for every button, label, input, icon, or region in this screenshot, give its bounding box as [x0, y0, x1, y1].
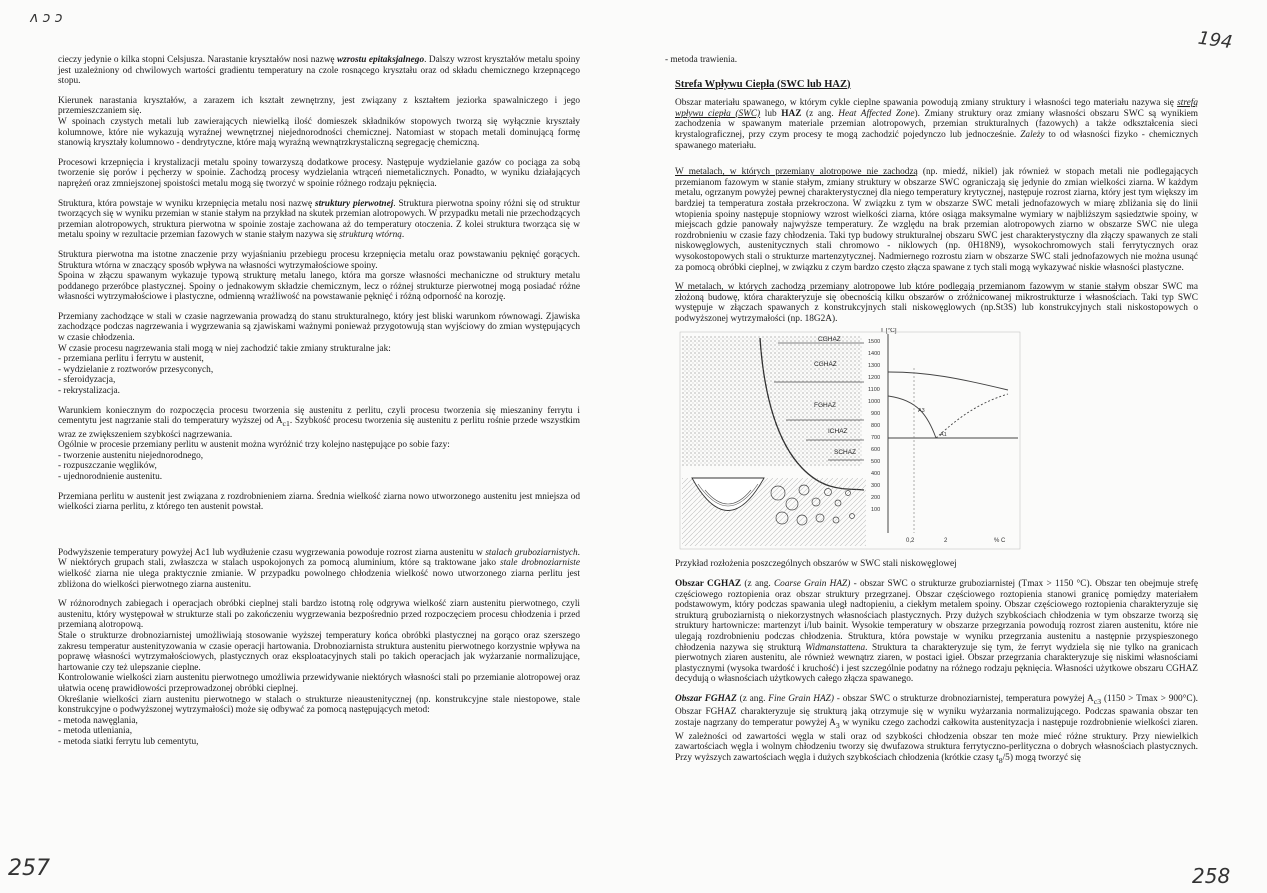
temperature-tick: 400 — [871, 471, 881, 478]
zone-label-fghaz: FGHAZ — [814, 402, 837, 410]
paragraph: Struktura pierwotna ma istotne znaczenie przy wyjaśnianiu przebiegu procesu krzepnięcia metalu oraz powstawaniu pęknięć gorących. Struktura wtórna w znaczący sposób wpływa na własności wytrzymałościowe spoiny. — [58, 249, 580, 271]
a3-line — [888, 396, 936, 438]
solidus-line — [888, 372, 1008, 390]
acm-line — [936, 394, 1008, 438]
list-item: - wydzielanie z roztworów przesyconych, — [58, 364, 214, 375]
phase-label-a1: A1 — [940, 432, 947, 439]
temperature-tick: 500 — [871, 459, 881, 466]
haz-texture — [682, 336, 862, 466]
temperature-tick: 200 — [871, 495, 881, 502]
zone-label-schaz: SCHAZ — [834, 449, 857, 457]
paragraph: Warunkiem koniecznym do rozpoczęcia procesu tworzenia się austenitu z perlitu, czyli procesu tworzenia się mieszaniny ferrytu i cementytu jest nagrzanie stali do temperatury wyższej od $A_{c1}$. Szybkość procesu tworzenia się austenitu z perlitu rośnie przede wszystkim wraz ze zwiększeniem szybkości nagrzewania. — [58, 405, 580, 440]
haz-diagram-svg — [678, 328, 1023, 553]
list — [58, 716, 580, 748]
paragraph: Procesowi krzepnięcia i krystalizacji metalu spoiny towarzyszą dodatkowe procesy. Następuje wydzielanie gazów co pociąga za sobą tworzenie się porów i pęcherzy w spoinie. Zachodzą procesy wydzielania wtrąceń niemetalicznych. Ponadto, w wyniku działających naprężeń oraz zmniejszonej spoistości metalu mogą się tworzyć w spoinie różnego rodzaju pęknięcia. — [58, 157, 580, 189]
temperature-tick: 1300 — [868, 363, 881, 370]
zone-label-cghaz: CGHAZ — [814, 361, 837, 369]
temperature-ticks — [868, 339, 880, 513]
paragraph: W metalach, w których przemiany alotropowe nie zachodzą (np. miedź, nikiel) jak również w stopach metali nie podlegających przemianom fazowym w stanie stałym, zmiany struktury w obszarze SWC ograniczają się jedynie do zmian wielkości ziarna. W każdym metalu, ogrzanym powyżej pewnej charakterystycznej dla niego temperatury krytycznej, następuje rozrost ziarna, który jest tym większy im bardziej ta temperatura została przekroczona. W związku z tym w obszarze SWC metali jednofazowych w miarę zbliżania się do linii wtopienia spoiny następuje stopniowy wzrost wielkości ziarna, które osiąga maksymalne wymiary w najbliższym sąsiedztwie spoiny, w miejscach gdzie panowały najwyższe temperatury. Ze względu na brak przemian alotropowych ziarno w obszarze SWC nie ulega rozdrobnieniu w czasie fazy chłodzenia. Taki typ budowy strukturalnej obszaru SWC jest charakterystyczny dla złączy spawanych ze stali niskowęglowych, austenitycznych stali chromowo - niklowych (np. 0H18N9), wysokochromowych stali ferrytycznych oraz wysokostopowych stali o strukturze martenzytycznej. Nadmiernego rozrostu ziarn w obszarze SWC stali jednofazowych nie można usunąć za pomocą obróbki cieplnej, w związku z czym bardzo często złącza spawane z tych stali mogą wykazywać niskie własności plastyczne. — [675, 167, 1198, 273]
list-item: - metoda utleniania, — [58, 726, 133, 737]
temperature-tick: 600 — [871, 447, 881, 454]
list-item: - metoda siatki ferrytu lub cementytu, — [58, 736, 199, 747]
left-page — [58, 55, 580, 757]
page-mark-top-right: 194 — [1196, 27, 1234, 54]
paragraph: cieczy jedynie o kilka stopni Celsjusza. Narastanie kryształów nosi nazwę wzrostu epitaksjalnego. Dalszy wzrost kryształów metalu spoiny jest uzależniony od chwilowych wartości gradientu temperatury na czole rosnącego kryształu oraz od składu chemicznego krzepnącego stopu. — [58, 55, 581, 87]
list-item: - przemiana perlitu i ferrytu w austenit, — [58, 354, 204, 365]
axis-label: T [°C] — [880, 328, 897, 335]
temperature-tick: 1200 — [868, 375, 881, 382]
temperature-tick: 700 — [871, 435, 881, 442]
paragraph: Kierunek narastania kryształów, a zarazem ich kształt zewnętrzny, jest związany z kształtem jeziorka spawalniczego i jego przemieszczaniem się. — [58, 95, 580, 117]
paragraph: W spoinach czystych metali lub zawierających niewielką ilość domieszek składników stopowych tworzą się wyłącznie kryształy kolumnowe, które nie wykazują wyraźnej wewnętrznej niejednorodności chemicznej. Natomiast w stopach metali dominującą formę stanowią kryształy kolumnowo - dendrytyczne, które mają wyraźną wewnątrzkrystaliczną segregację chemiczną. — [58, 116, 580, 149]
phase-label-a3: A3 — [918, 408, 925, 415]
paragraph: Przemiany zachodzące w stali w czasie nagrzewania prowadzą do stanu strukturalnego, który jest bliski warunkom równowagi. Zjawiska zachodzące podczas nagrzewania i wygrzewania są zjawiskami ważnymi ponieważ przygotowują stan wyjściowy do zmian występujących w czasie chłodzenia. — [58, 311, 580, 344]
temperature-tick: 100 — [871, 507, 881, 514]
haz-diagram — [678, 328, 1023, 553]
paragraph: Obszar CGHAZ (z ang. Coarse Grain HAZ) - obszar SWC o strukturze gruboziarnistej (Tmax > 1150 °C). Obszar ten obejmuje strefę częściowego roztopienia oraz obszar struktury przegrzanej. Obszar częściowego roztopienia stanowi granicę pomiędzy materiałem podstawowym, który podczas spawania uległ nadtopieniu, a ciekłym metalem spoiny. Obszar częściowego roztopienia charakteryzuje się strukturą gruboziarnistą o niekorzystnych własnościach plastycznych. Przy dużych szybkościach chłodzenia w tym obszarze tworzą się struktury hartownicze: martenzyt i/lub bainit. Wysokie temperatury w obszarze przegrzania powodują rozrost ziaren austenitu, które nie ulegają rozdrobnieniu podczas chłodzenia. Struktura, która powstaje w wyniku przegrzania austenitu a następnie przyspieszonego chłodzenia nazywa się strukturą Widmanstattena. Struktura ta charakteryzuje się tym, że ferryt wydziela się nie tylko na granicach pierwotnych ziaren austenitu, ale również wewnątrz ziaren, w postaci igieł. Obszar przegrzania charakteryzuje się niskimi własnościami plastycznymi (wysoka twardość i kruchość) i jest szczególnie podatny na różnego rodzaju pęknięcia. Własności użytkowe obszaru CGHAZ decydują o własnościach użytkowych całego złącza spawanego. — [675, 579, 1198, 685]
page-mark-top-left: ʌ ↄ ↄ — [30, 10, 63, 26]
temperature-tick: 1500 — [868, 339, 881, 346]
paragraph: W różnorodnych zabiegach i operacjach obróbki cieplnej stali bardzo istotną rolę odgrywa wielkość ziarn austenitu pierwotnego, czyli austenitu, który występował w strukturze stali po zakończeniu wygrzewania bezpośrednio przed rozpoczęciem procesu chłodzenia i przed przemianą alotropową. — [58, 599, 580, 631]
figure-caption: Przykład rozłożenia poszczególnych obszarów w SWC stali niskowęglowej — [675, 559, 957, 570]
list-item: - metoda trawienia. — [665, 55, 738, 65]
x-tick: 0,2 — [906, 538, 915, 545]
paragraph: Kontrolowanie wielkości ziarn austenitu pierwotnego umożliwia przewidywanie niektórych własności stali po przemianie alotropowej oraz ułatwia ocenę prawidłowości przeprowadzonej obróbki cieplnej. — [58, 673, 580, 694]
temperature-tick: 1100 — [868, 387, 880, 394]
zone-label-ichaz: ICHAZ — [828, 428, 848, 436]
temperature-tick: 800 — [871, 423, 881, 430]
paragraph: Spoina w złączu spawanym wykazuje typową strukturę metalu lanego, która ma gorsze własności mechaniczne od struktury metalu poddanego przeróbce plastycznej. Spoiny o jednakowym składzie chemicznym, lecz o różnej strukturze pierwotnej mogą posiadać różne własności wytrzymałościowe i plastyczne, odmienną wrażliwość na powstawanie pęknięć i różną odporność na korozję. — [58, 271, 580, 303]
list-item: - rozpuszczanie węglików, — [58, 461, 157, 472]
list-item: - rekrystalizacja. — [58, 386, 120, 397]
list-item: - sferoidyzacja, — [58, 375, 116, 386]
right-page — [665, 55, 1198, 775]
page-number-left: 257 — [8, 856, 50, 881]
list-item: - tworzenie austenitu niejednorodnego, — [58, 450, 204, 461]
temperature-tick: 1000 — [868, 399, 881, 406]
paragraph: Obszar materiału spawanego, w którym cykle cieplne spawania powodują zmiany struktury i własności tego materiału nazywa się strefą wpływu ciepła (SWC) lub HAZ (z ang. Heat Affected Zone). Zmiany struktury oraz zmiany własności obszaru SWC są wynikiem zachodzenia w spawanym materiale przemian alotropowych, przemian strukturalnych (fazowych) a także odkształcenia sieci krystalograficznej, przy czym procesy te mogą zachodzić pojedynczo lub jednocześnie. Zależy to od własności fizyko - chemicznych spawanego materiału. — [675, 98, 1198, 151]
paragraph: Struktura, która powstaje w wyniku krzepnięcia metalu nosi nazwę struktury pierwotnej. Struktura pierwotna spoiny różni się od struktur tworzących się w wyniku przemian w stanie stałym na przykład na skutek przemian alotropowych. W przypadku metali nie przechodzących przemian alotropowych, struktura pierwotna w spoinie zostaje zachowana aż do temperatury otoczenia. Z kolei struktura tworząca się w metalu spoiny w rezultacie przemian fazowych w stanie stałym nazywa się strukturą wtórną. — [58, 198, 580, 241]
section-heading: Strefa Wpływu Ciepła (SWC lub HAZ) — [675, 78, 851, 90]
list — [58, 451, 580, 483]
temperature-tick: 1400 — [868, 351, 881, 358]
page-number-right: 258 — [1192, 864, 1231, 888]
list-item: - metoda nawęglania, — [58, 715, 138, 726]
paragraph: Ogólnie w procesie przemiany perlitu w austenit można wyróżnić trzy kolejno następujące po sobie fazy: — [58, 440, 450, 451]
x-tick: % C — [994, 538, 1006, 545]
temperature-tick: 300 — [871, 483, 881, 490]
paragraph: Określanie wielkości ziarn austenitu pierwotnego w stalach o strukturze nieaustenitycznej (np. konstrukcyjne stale niestopowe, stale konstrukcyjne o podwyższonej wytrzymałości) może się odbywać za pomocą następujących metod: — [58, 694, 580, 716]
paragraph: Przemiana perlitu w austenit jest związana z rozdrobnieniem ziarna. Średnia wielkość ziarna nowo utworzonego austenitu jest mniejsza od wielkości ziarna perlitu, z którego ten austenit powstał. — [58, 491, 580, 513]
paragraph: Podwyższenie temperatury powyżej Ac1 lub wydłużenie czasu wygrzewania powoduje rozrost ziarna austenitu w stalach gruboziarnistych. W niektórych grupach stali, zwłaszcza w stalach uspokojonych za pomocą aluminium, które są traktowane jako stale drobnoziarniste wielkość ziarna nie ulega praktycznie zmianie. W przypadku powolnego chłodzenia wielkość nowo utworzonego ziarna perlitu jest zbliżona do wielkości pierwotnego ziarna austenitu. — [58, 547, 580, 590]
list-item: - ujednorodnienie austenitu. — [58, 472, 163, 483]
list — [58, 354, 580, 396]
paragraph: Obszar FGHAZ (z ang. Fine Grain HAZ) - obszar SWC o strukturze drobnoziarnistej, temperatura powyżej $A_{c3}$ (1150 > Tmax > 900°C). Obszar FGHAZ charakteryzuje się strukturą jaką otrzymuje się w wyniku wyżarzania normalizującego. Podczas spawania obszar ten zostaje nagrzany do temperatur powyżej $A_3$ w wyniku czego zachodzi całkowita austenityzacja i następuje rozdrobnienie wielkości ziaren. W zależności od zawartości węgla w stali oraz od szybkości chłodzenia obszar ten może mieć różne struktury. Przy niewielkich zawartościach węgla i wolnym chłodzeniu tworzy się dwufazowa struktura ferrytyczno-perlityczna o dobrych własnościach plastycznych. Przy wyższych zawartościach węgla i dużych szybkościach chłodzenia (krótkie czasy $t_8/5$) mogą tworzyć się — [675, 694, 1198, 765]
paragraph: W metalach, w których zachodzą przemiany alotropowe lub które podlegają przemianom fazowym w stanie stałym obszar SWC ma złożoną budowę, która charakteryzuje się obecnością kilku obszarów o zróżnicowanej mikrostrukturze i własnościach. Taki typ SWC występuje w złączach spawanych z konstrukcyjnych stali niskowęglowych (np.St3S) lub konstrukcyjnych stali niskostopowych o podwyższonej wytrzymałości (np. 18G2A). — [675, 282, 1198, 324]
zone-label-cghaz-top: CGHAZ — [818, 336, 841, 344]
paragraph: Stale o strukturze drobnoziarnistej umożliwiają stosowanie wyższej temperatury końca obróbki plastycznej na gorąco oraz szerszego zakresu temperatur austenityzowania w czasie operacji hartowania. Drobnoziarnista struktura austenitu pierwotnego korzystnie wpływa na poprawę własności wytrzymałościowych, plastycznych oraz eksploatacyjnych stali po takich operacjach jak wyżarzanie normalizujące, hartowanie czy też ulepszanie cieplne. — [58, 630, 580, 673]
temperature-tick: 900 — [871, 411, 881, 418]
x-tick: 2 — [944, 538, 948, 545]
paragraph: W czasie procesu nagrzewania stali mogą w niej zachodzić takie zmiany strukturalne jak: — [58, 343, 391, 354]
